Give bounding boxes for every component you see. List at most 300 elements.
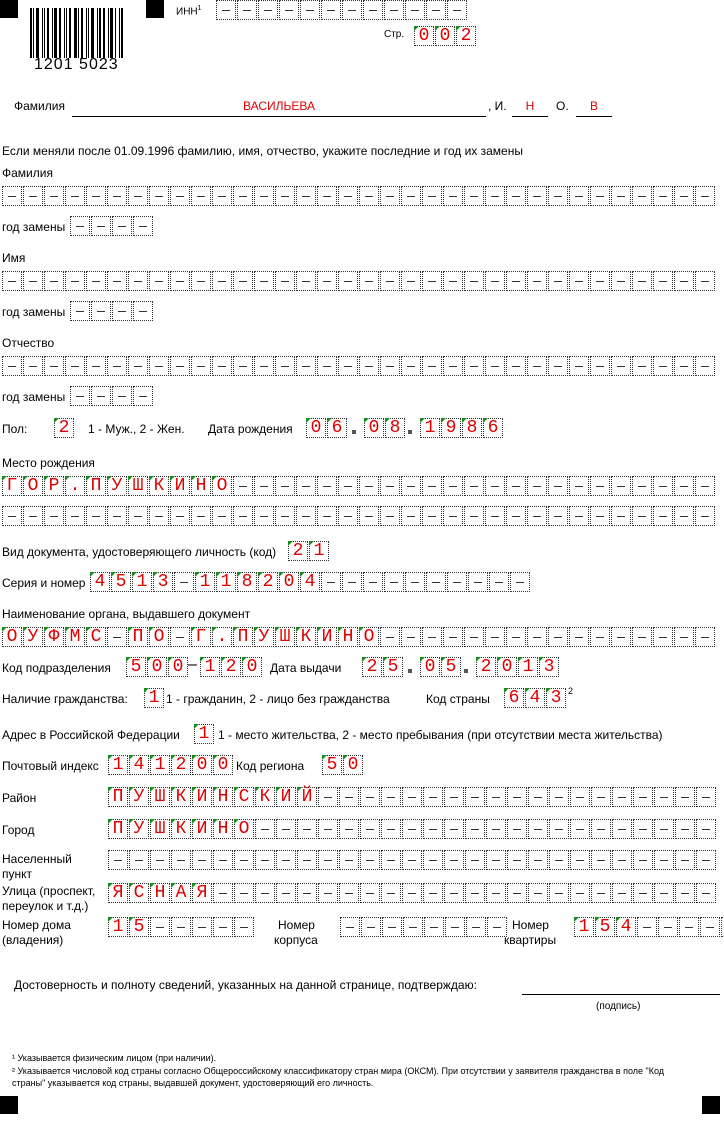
char-cell[interactable]: [422, 356, 442, 376]
char-cell[interactable]: [612, 787, 632, 807]
char-cell[interactable]: [426, 572, 446, 592]
division-cells-a[interactable]: [126, 657, 189, 679]
char-cell[interactable]: [548, 271, 568, 291]
char-cell[interactable]: 4: [525, 688, 545, 708]
char-cell[interactable]: [150, 850, 170, 870]
char-cell[interactable]: 0: [147, 657, 167, 677]
char-cell[interactable]: 1: [200, 657, 220, 677]
char-cell[interactable]: К: [171, 787, 191, 807]
char-cell[interactable]: [653, 627, 673, 647]
char-cell[interactable]: [507, 883, 527, 903]
char-cell[interactable]: [674, 356, 694, 376]
char-cell[interactable]: [275, 186, 295, 206]
char-cell[interactable]: [91, 386, 111, 406]
char-cell[interactable]: [612, 819, 632, 839]
char-cell[interactable]: Г: [2, 476, 22, 496]
char-cell[interactable]: Ш: [150, 819, 170, 839]
char-cell[interactable]: 1: [108, 755, 128, 775]
char-cell[interactable]: [108, 850, 128, 870]
char-cell[interactable]: О: [359, 627, 379, 647]
char-cell[interactable]: [464, 476, 484, 496]
doc-type-cells[interactable]: [288, 541, 330, 563]
char-cell[interactable]: [570, 819, 590, 839]
char-cell[interactable]: [674, 476, 694, 496]
page-cells[interactable]: [414, 26, 477, 48]
char-cell[interactable]: [128, 186, 148, 206]
char-cell[interactable]: [317, 271, 337, 291]
char-cell[interactable]: [653, 506, 673, 526]
char-cell[interactable]: [510, 572, 530, 592]
char-cell[interactable]: [174, 572, 194, 592]
char-cell[interactable]: [675, 819, 695, 839]
char-cell[interactable]: 0: [168, 657, 188, 677]
char-cell[interactable]: [570, 883, 590, 903]
char-cell[interactable]: [212, 506, 232, 526]
char-cell[interactable]: [380, 506, 400, 526]
char-cell[interactable]: [338, 476, 358, 496]
char-cell[interactable]: [548, 627, 568, 647]
char-cell[interactable]: [527, 186, 547, 206]
char-cell[interactable]: [466, 917, 486, 937]
char-cell[interactable]: [632, 186, 652, 206]
char-cell[interactable]: [507, 819, 527, 839]
country-code-cells[interactable]: [504, 688, 567, 710]
char-cell[interactable]: У: [107, 476, 127, 496]
char-cell[interactable]: [653, 356, 673, 376]
char-cell[interactable]: 2: [258, 572, 278, 592]
char-cell[interactable]: [361, 917, 381, 937]
char-cell[interactable]: И: [170, 476, 190, 496]
char-cell[interactable]: [506, 186, 526, 206]
char-cell[interactable]: [339, 883, 359, 903]
char-cell[interactable]: [549, 819, 569, 839]
char-cell[interactable]: [443, 476, 463, 496]
char-cell[interactable]: [590, 356, 610, 376]
char-cell[interactable]: 5: [126, 657, 146, 677]
char-cell[interactable]: [359, 476, 379, 496]
char-cell[interactable]: [149, 506, 169, 526]
char-cell[interactable]: [65, 506, 85, 526]
char-cell[interactable]: [2, 506, 22, 526]
char-cell[interactable]: [527, 627, 547, 647]
char-cell[interactable]: Ш: [128, 476, 148, 496]
char-cell[interactable]: П: [233, 627, 253, 647]
char-cell[interactable]: П: [128, 627, 148, 647]
char-cell[interactable]: [445, 917, 465, 937]
char-cell[interactable]: [590, 186, 610, 206]
char-cell[interactable]: [70, 386, 90, 406]
char-cell[interactable]: [423, 819, 443, 839]
char-cell[interactable]: 0: [192, 755, 212, 775]
char-cell[interactable]: [342, 0, 362, 20]
char-cell[interactable]: 0: [364, 418, 384, 438]
char-cell[interactable]: [107, 356, 127, 376]
char-cell[interactable]: [254, 186, 274, 206]
inn-cells[interactable]: [216, 0, 468, 22]
char-cell[interactable]: [213, 917, 233, 937]
char-cell[interactable]: [447, 572, 467, 592]
char-cell[interactable]: [464, 271, 484, 291]
char-cell[interactable]: 1: [194, 724, 214, 744]
char-cell[interactable]: [486, 787, 506, 807]
char-cell[interactable]: [112, 216, 132, 236]
char-cell[interactable]: [486, 819, 506, 839]
char-cell[interactable]: [485, 476, 505, 496]
char-cell[interactable]: [658, 917, 678, 937]
char-cell[interactable]: Я: [192, 883, 212, 903]
char-cell[interactable]: [591, 787, 611, 807]
char-cell[interactable]: [653, 271, 673, 291]
char-cell[interactable]: 0: [414, 26, 434, 46]
char-cell[interactable]: [170, 186, 190, 206]
char-cell[interactable]: [234, 917, 254, 937]
char-cell[interactable]: [255, 850, 275, 870]
char-cell[interactable]: И: [317, 627, 337, 647]
char-cell[interactable]: [422, 506, 442, 526]
char-cell[interactable]: 0: [242, 657, 262, 677]
char-cell[interactable]: [129, 850, 149, 870]
changed-name-year-cells[interactable]: [70, 301, 154, 323]
char-cell[interactable]: [569, 627, 589, 647]
char-cell[interactable]: [360, 850, 380, 870]
char-cell[interactable]: [380, 271, 400, 291]
char-cell[interactable]: С: [234, 787, 254, 807]
char-cell[interactable]: [695, 356, 715, 376]
char-cell[interactable]: [44, 271, 64, 291]
char-cell[interactable]: 1: [574, 917, 594, 937]
char-cell[interactable]: [297, 883, 317, 903]
char-cell[interactable]: [422, 271, 442, 291]
char-cell[interactable]: [65, 186, 85, 206]
char-cell[interactable]: [444, 850, 464, 870]
char-cell[interactable]: [86, 356, 106, 376]
char-cell[interactable]: [485, 506, 505, 526]
region-code-cells[interactable]: [322, 755, 364, 777]
house-cells[interactable]: [108, 917, 255, 939]
char-cell[interactable]: [254, 476, 274, 496]
char-cell[interactable]: [91, 216, 111, 236]
char-cell[interactable]: [384, 0, 404, 20]
char-cell[interactable]: 3: [539, 657, 559, 677]
char-cell[interactable]: [317, 186, 337, 206]
char-cell[interactable]: [569, 506, 589, 526]
char-cell[interactable]: [149, 271, 169, 291]
char-cell[interactable]: [23, 271, 43, 291]
char-cell[interactable]: [654, 850, 674, 870]
char-cell[interactable]: 4: [300, 572, 320, 592]
char-cell[interactable]: [632, 356, 652, 376]
char-cell[interactable]: 0: [306, 418, 326, 438]
char-cell[interactable]: [632, 271, 652, 291]
char-cell[interactable]: [91, 301, 111, 321]
char-cell[interactable]: [170, 356, 190, 376]
char-cell[interactable]: [489, 572, 509, 592]
char-cell[interactable]: [381, 787, 401, 807]
char-cell[interactable]: Н: [150, 883, 170, 903]
char-cell[interactable]: [591, 883, 611, 903]
char-cell[interactable]: [443, 186, 463, 206]
char-cell[interactable]: [464, 627, 484, 647]
char-cell[interactable]: 8: [462, 418, 482, 438]
char-cell[interactable]: [275, 476, 295, 496]
char-cell[interactable]: [338, 506, 358, 526]
char-cell[interactable]: П: [86, 476, 106, 496]
char-cell[interactable]: [107, 506, 127, 526]
char-cell[interactable]: 1: [132, 572, 152, 592]
birth-day-cells[interactable]: [306, 418, 348, 440]
issue-year-cells[interactable]: [476, 657, 560, 679]
street-cells[interactable]: [108, 883, 717, 905]
char-cell[interactable]: 0: [497, 657, 517, 677]
char-cell[interactable]: Н: [338, 627, 358, 647]
char-cell[interactable]: [590, 271, 610, 291]
char-cell[interactable]: Р: [44, 476, 64, 496]
char-cell[interactable]: [384, 572, 404, 592]
char-cell[interactable]: И: [192, 819, 212, 839]
char-cell[interactable]: [402, 787, 422, 807]
char-cell[interactable]: [633, 819, 653, 839]
char-cell[interactable]: [654, 819, 674, 839]
char-cell[interactable]: [213, 850, 233, 870]
char-cell[interactable]: [360, 787, 380, 807]
building-cells[interactable]: [340, 917, 508, 939]
char-cell[interactable]: [237, 0, 257, 20]
char-cell[interactable]: [465, 850, 485, 870]
char-cell[interactable]: [422, 186, 442, 206]
char-cell[interactable]: [465, 883, 485, 903]
division-cells-b[interactable]: [200, 657, 263, 679]
char-cell[interactable]: [422, 627, 442, 647]
char-cell[interactable]: 5: [441, 657, 461, 677]
char-cell[interactable]: [191, 506, 211, 526]
char-cell[interactable]: [447, 0, 467, 20]
char-cell[interactable]: [70, 301, 90, 321]
city-cells[interactable]: [108, 819, 717, 841]
char-cell[interactable]: [569, 271, 589, 291]
char-cell[interactable]: [342, 572, 362, 592]
char-cell[interactable]: [318, 850, 338, 870]
char-cell[interactable]: [423, 850, 443, 870]
char-cell[interactable]: 6: [483, 418, 503, 438]
char-cell[interactable]: [318, 883, 338, 903]
char-cell[interactable]: К: [255, 787, 275, 807]
char-cell[interactable]: 1: [150, 755, 170, 775]
char-cell[interactable]: [380, 627, 400, 647]
char-cell[interactable]: О: [23, 476, 43, 496]
postcode-cells[interactable]: [108, 755, 234, 777]
char-cell[interactable]: [590, 476, 610, 496]
char-cell[interactable]: 5: [111, 572, 131, 592]
char-cell[interactable]: [86, 271, 106, 291]
char-cell[interactable]: [611, 186, 631, 206]
char-cell[interactable]: [401, 627, 421, 647]
char-cell[interactable]: 1: [195, 572, 215, 592]
char-cell[interactable]: У: [129, 819, 149, 839]
char-cell[interactable]: А: [171, 883, 191, 903]
char-cell[interactable]: [401, 356, 421, 376]
char-cell[interactable]: [233, 356, 253, 376]
char-cell[interactable]: [339, 819, 359, 839]
char-cell[interactable]: [234, 883, 254, 903]
char-cell[interactable]: [633, 850, 653, 870]
char-cell[interactable]: [570, 850, 590, 870]
char-cell[interactable]: [444, 787, 464, 807]
char-cell[interactable]: [506, 506, 526, 526]
char-cell[interactable]: .: [65, 476, 85, 496]
char-cell[interactable]: [695, 271, 715, 291]
char-cell[interactable]: [86, 506, 106, 526]
char-cell[interactable]: [380, 186, 400, 206]
char-cell[interactable]: [402, 883, 422, 903]
char-cell[interactable]: [695, 476, 715, 496]
char-cell[interactable]: [65, 271, 85, 291]
char-cell[interactable]: [506, 627, 526, 647]
char-cell[interactable]: [611, 627, 631, 647]
char-cell[interactable]: [402, 819, 422, 839]
char-cell[interactable]: [700, 917, 720, 937]
changed-surname-year-cells[interactable]: [70, 216, 154, 238]
char-cell[interactable]: [591, 819, 611, 839]
char-cell[interactable]: [297, 850, 317, 870]
char-cell[interactable]: [675, 883, 695, 903]
char-cell[interactable]: [233, 476, 253, 496]
char-cell[interactable]: К: [171, 819, 191, 839]
char-cell[interactable]: [380, 356, 400, 376]
char-cell[interactable]: [549, 787, 569, 807]
char-cell[interactable]: 2: [171, 755, 191, 775]
char-cell[interactable]: 3: [153, 572, 173, 592]
char-cell[interactable]: [212, 356, 232, 376]
char-cell[interactable]: [296, 476, 316, 496]
char-cell[interactable]: [507, 787, 527, 807]
char-cell[interactable]: [254, 506, 274, 526]
char-cell[interactable]: 2: [456, 26, 476, 46]
char-cell[interactable]: [633, 787, 653, 807]
char-cell[interactable]: [591, 850, 611, 870]
char-cell[interactable]: [321, 572, 341, 592]
char-cell[interactable]: [233, 271, 253, 291]
changed-name-cells[interactable]: [2, 271, 716, 293]
char-cell[interactable]: [611, 271, 631, 291]
char-cell[interactable]: [254, 356, 274, 376]
char-cell[interactable]: [485, 186, 505, 206]
changed-patronymic-year-cells[interactable]: [70, 386, 154, 408]
char-cell[interactable]: [128, 271, 148, 291]
char-cell[interactable]: [317, 506, 337, 526]
char-cell[interactable]: [590, 627, 610, 647]
char-cell[interactable]: [44, 506, 64, 526]
address-type-cell[interactable]: [194, 724, 215, 746]
char-cell[interactable]: [464, 356, 484, 376]
char-cell[interactable]: [465, 819, 485, 839]
char-cell[interactable]: [258, 0, 278, 20]
char-cell[interactable]: [171, 850, 191, 870]
char-cell[interactable]: [548, 356, 568, 376]
char-cell[interactable]: С: [86, 627, 106, 647]
char-cell[interactable]: [360, 819, 380, 839]
char-cell[interactable]: [133, 301, 153, 321]
char-cell[interactable]: [65, 356, 85, 376]
char-cell[interactable]: [363, 0, 383, 20]
char-cell[interactable]: [359, 356, 379, 376]
char-cell[interactable]: 1: [216, 572, 236, 592]
char-cell[interactable]: Н: [213, 787, 233, 807]
char-cell[interactable]: [44, 356, 64, 376]
citizenship-cell[interactable]: [144, 688, 165, 710]
char-cell[interactable]: [696, 883, 716, 903]
char-cell[interactable]: 1: [108, 917, 128, 937]
char-cell[interactable]: [695, 627, 715, 647]
char-cell[interactable]: [318, 787, 338, 807]
char-cell[interactable]: У: [254, 627, 274, 647]
char-cell[interactable]: [255, 883, 275, 903]
char-cell[interactable]: [569, 356, 589, 376]
char-cell[interactable]: [637, 917, 657, 937]
char-cell[interactable]: [401, 186, 421, 206]
birth-place-line2[interactable]: [2, 506, 716, 528]
char-cell[interactable]: 2: [288, 541, 308, 561]
char-cell[interactable]: [485, 271, 505, 291]
char-cell[interactable]: Ф: [44, 627, 64, 647]
char-cell[interactable]: Й: [297, 787, 317, 807]
char-cell[interactable]: [674, 627, 694, 647]
char-cell[interactable]: Н: [191, 476, 211, 496]
char-cell[interactable]: 4: [616, 917, 636, 937]
char-cell[interactable]: [423, 787, 443, 807]
char-cell[interactable]: [611, 356, 631, 376]
char-cell[interactable]: [422, 476, 442, 496]
char-cell[interactable]: [632, 476, 652, 496]
char-cell[interactable]: [380, 476, 400, 496]
char-cell[interactable]: [338, 186, 358, 206]
char-cell[interactable]: [675, 850, 695, 870]
char-cell[interactable]: [485, 356, 505, 376]
char-cell[interactable]: [254, 271, 274, 291]
char-cell[interactable]: 0: [213, 755, 233, 775]
char-cell[interactable]: [191, 356, 211, 376]
char-cell[interactable]: [317, 476, 337, 496]
char-cell[interactable]: [381, 850, 401, 870]
char-cell[interactable]: [133, 386, 153, 406]
char-cell[interactable]: К: [149, 476, 169, 496]
char-cell[interactable]: О: [234, 819, 254, 839]
char-cell[interactable]: [107, 271, 127, 291]
char-cell[interactable]: [2, 356, 22, 376]
char-cell[interactable]: [255, 819, 275, 839]
initial-o-value[interactable]: В: [589, 99, 598, 113]
char-cell[interactable]: [360, 883, 380, 903]
char-cell[interactable]: [212, 186, 232, 206]
char-cell[interactable]: [402, 850, 422, 870]
char-cell[interactable]: [107, 627, 127, 647]
issue-day-cells[interactable]: [362, 657, 404, 679]
char-cell[interactable]: 4: [129, 755, 149, 775]
changed-patronymic-cells[interactable]: [2, 356, 716, 378]
char-cell[interactable]: [444, 819, 464, 839]
char-cell[interactable]: [233, 506, 253, 526]
char-cell[interactable]: [528, 883, 548, 903]
district-cells[interactable]: [108, 787, 717, 809]
char-cell[interactable]: [569, 186, 589, 206]
char-cell[interactable]: [276, 850, 296, 870]
char-cell[interactable]: [317, 356, 337, 376]
char-cell[interactable]: [359, 186, 379, 206]
char-cell[interactable]: [527, 356, 547, 376]
char-cell[interactable]: [318, 819, 338, 839]
char-cell[interactable]: [548, 476, 568, 496]
char-cell[interactable]: [443, 627, 463, 647]
char-cell[interactable]: [300, 0, 320, 20]
